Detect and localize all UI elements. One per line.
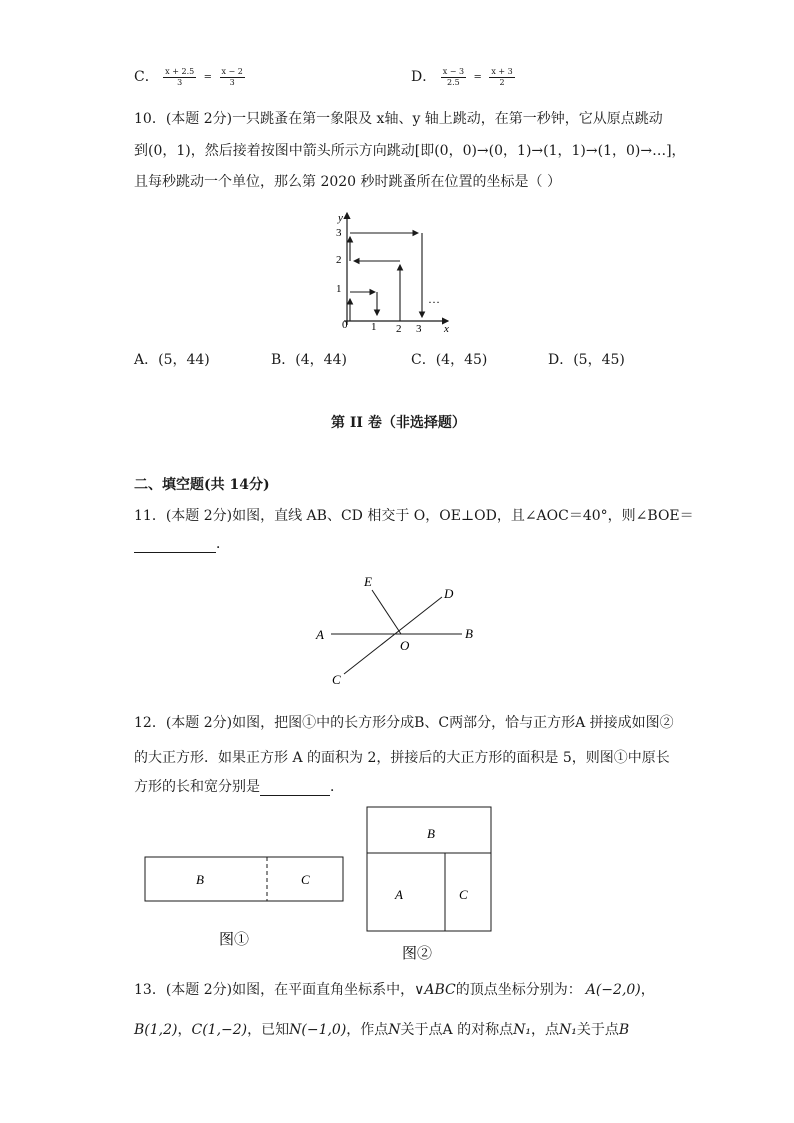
label-c: C bbox=[301, 872, 310, 887]
numerator: x + 3 bbox=[491, 66, 513, 76]
comma-2: ，点 bbox=[530, 1022, 559, 1038]
q12-line-2: 的大正方形．如果正方形 A 的面积为 2，拼接后的大正方形的面积是 5，则图①中原长 bbox=[134, 750, 670, 766]
q11-line-1: 11．(本题 2分)如图，直线 AB、CD 相交于 O，OE⊥OD，且∠AOC＝40°，则∠BOE＝ bbox=[134, 508, 694, 524]
q10-option-c: C．(4，45) bbox=[411, 352, 488, 368]
q10-option-a: A．(5，44) bbox=[134, 352, 210, 368]
construct-text: ，作点 bbox=[346, 1022, 389, 1038]
denominator: 2.5 bbox=[447, 77, 460, 87]
label-e: E bbox=[364, 574, 372, 589]
period: ． bbox=[330, 779, 344, 795]
q13-vertex-text: 的顶点坐标分别为： bbox=[455, 982, 582, 998]
comma: ， bbox=[640, 982, 655, 998]
label-a: A bbox=[316, 627, 324, 642]
fraction bbox=[441, 67, 466, 88]
answer-blank[interactable] bbox=[260, 781, 330, 796]
point-n1: N₁ bbox=[513, 1022, 531, 1038]
q10-line-3: 且每秒跳动一个单位，那么第 2020 秒时跳蚤所在位置的坐标是（ ） bbox=[134, 174, 561, 190]
q9-option-c bbox=[134, 66, 245, 88]
fraction bbox=[163, 67, 196, 88]
comma: ， bbox=[177, 1022, 192, 1038]
intersecting-lines-figure bbox=[310, 570, 490, 690]
y-tick-1: 1 bbox=[336, 283, 342, 295]
q13-line-1 bbox=[134, 979, 655, 999]
label-c: C bbox=[332, 672, 341, 687]
point-n1-b: N₁ bbox=[558, 1022, 577, 1038]
rectangle-figure-1 bbox=[140, 850, 350, 955]
numerator: x − 2 bbox=[221, 66, 243, 76]
label-o: O bbox=[400, 638, 410, 653]
about-b-text: 关于点 bbox=[576, 1022, 619, 1038]
line-cd bbox=[344, 597, 442, 674]
section-2-title: 二、填空题(共 14分) bbox=[134, 477, 270, 493]
caption-fig-2: 图② bbox=[402, 946, 433, 962]
point-b: B bbox=[618, 1022, 630, 1038]
y-axis-label: y bbox=[338, 212, 343, 224]
known-text: ，已知 bbox=[247, 1022, 290, 1038]
flea-path-figure bbox=[330, 205, 460, 340]
square-figure-2 bbox=[362, 802, 497, 967]
part-2-title: 第 II 卷（非选择题） bbox=[331, 415, 466, 431]
x-axis-label: x bbox=[444, 323, 449, 335]
denominator: 3 bbox=[229, 77, 235, 87]
denominator: 2 bbox=[499, 77, 505, 87]
label-a: A bbox=[395, 887, 403, 902]
point-c-coord: C(1,−2) bbox=[191, 1022, 248, 1038]
q12-line-1: 12．(本题 2分)如图，把图①中的长方形分成B、C两部分，恰与正方形A 拼接成如图② bbox=[134, 715, 674, 731]
fraction bbox=[220, 67, 245, 88]
label-c: C bbox=[459, 887, 468, 902]
q13-line-2 bbox=[134, 1019, 629, 1039]
origin-label: 0 bbox=[342, 319, 348, 331]
q10-line-1: 10．(本题 2分)一只跳蚤在第一象限及 x轴、y 轴上跳动，在第一秒钟，它从原点跳动 bbox=[134, 111, 663, 127]
denominator: 3 bbox=[177, 77, 183, 87]
x-tick-2: 2 bbox=[396, 323, 402, 335]
x-tick-1: 1 bbox=[371, 321, 377, 333]
point-a-coord: A(−2,0) bbox=[585, 982, 641, 998]
q11-line-2 bbox=[134, 533, 230, 553]
q12-line-3 bbox=[134, 776, 344, 796]
x-tick-3: 3 bbox=[416, 323, 422, 335]
q9-option-d bbox=[411, 66, 515, 88]
fraction bbox=[489, 67, 514, 88]
equals-sign: = bbox=[473, 71, 482, 83]
q10-option-b: B．(4，44) bbox=[271, 352, 347, 368]
label-b: B bbox=[427, 826, 435, 841]
option-label: C． bbox=[134, 69, 159, 85]
y-tick-2: 2 bbox=[336, 254, 342, 266]
numerator: x − 3 bbox=[442, 66, 465, 76]
period: ． bbox=[216, 536, 230, 552]
ellipsis: … bbox=[428, 292, 440, 306]
equals-sign: = bbox=[203, 71, 213, 83]
caption-fig-1: 图① bbox=[219, 932, 250, 948]
q13-intro: 13．(本题 2分)如图，在平面直角坐标系中， bbox=[134, 982, 415, 998]
q10-line-2: 到(0，1)，然后接着按图中箭头所示方向跳动[即(0，0)→(0，1)→(1，1)→(1，0)→…]， bbox=[134, 143, 686, 159]
answer-blank[interactable] bbox=[134, 538, 216, 553]
label-d: D bbox=[444, 586, 454, 601]
rectangle-bc bbox=[145, 857, 343, 901]
point-b-coord: B(1,2) bbox=[134, 1022, 178, 1038]
point-n: N bbox=[388, 1022, 401, 1038]
point-n-coord: N(−1,0) bbox=[289, 1022, 347, 1038]
numerator: x + 2.5 bbox=[165, 66, 195, 76]
label-b: B bbox=[465, 626, 473, 641]
y-tick-3: 3 bbox=[336, 227, 342, 239]
label-b: B bbox=[196, 872, 204, 887]
q12-line-3-text: 方形的长和宽分别是 bbox=[134, 779, 260, 795]
option-label: D． bbox=[411, 69, 437, 85]
triangle-abc: ∨ABC bbox=[414, 982, 456, 998]
about-a-text: 关于点A 的对称点 bbox=[400, 1022, 514, 1038]
ray-oe bbox=[372, 590, 401, 634]
q10-option-d: D．(5，45) bbox=[548, 352, 625, 368]
